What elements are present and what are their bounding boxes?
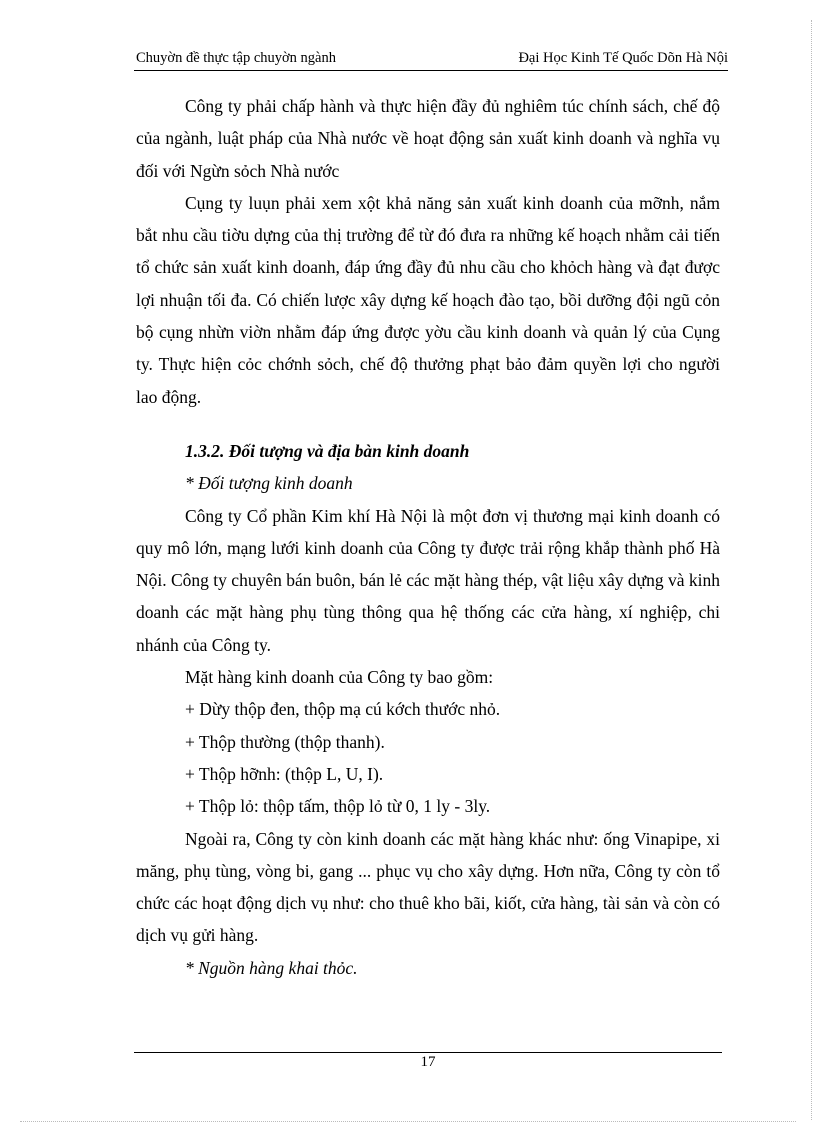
page-bottom-edge bbox=[20, 1121, 796, 1122]
list-item: + Thộp lỏ: thộp tấm, thộp lỏ từ 0, 1 ly - 3ly. bbox=[185, 796, 491, 817]
page-header bbox=[134, 40, 728, 71]
list-intro: Mặt hàng kinh doanh của Công ty bao gồm: bbox=[185, 667, 494, 688]
list-item: + Dừy thộp đen, thộp mạ cú kớch thước nhỏ. bbox=[185, 699, 501, 720]
section-heading: 1.3.2. Đối tượng và địa bàn kinh doanh bbox=[185, 440, 470, 461]
list-item: + Thộp hỡnh: (thộp L, U, I). bbox=[185, 763, 384, 784]
document-body bbox=[136, 90, 720, 984]
footer-rule bbox=[134, 1052, 722, 1053]
paragraph-obligations: Công ty phải chấp hành và thực hiện đầy đủ nghiêm túc chính sách, chế độ của ngành, luật pháp của Nhà nước về hoạt động sản xuất kinh doanh và nghĩa vụ đối với Ngừn sỏch Nhà nước bbox=[136, 96, 720, 181]
header-left-text: Chuyờn đề thực tập chuyờn ngành bbox=[136, 50, 336, 66]
subheading-goods-source: * Nguồn hàng khai thỏc. bbox=[185, 957, 358, 978]
page-number: 17 bbox=[420, 1054, 436, 1070]
subheading-business-object: * Đối tượng kinh doanh bbox=[185, 473, 353, 494]
header-right-text: Đại Học Kinh Tế Quốc Dõn Hà Nội bbox=[518, 50, 728, 66]
paragraph-company-strategy: Cụng ty luụn phải xem xột khả năng sản xuất kinh doanh của mỡnh, nắm bắt nhu cầu tiờu dựng của thị trường để từ đó đưa ra những kế hoạch nhằm cải tiến tổ chức sản xuất kinh doanh, đáp ứng đầy đủ nhu cầu cho khỏch hàng và đạt được lợi nhuận tối đa. Có chiến lược xây dựng kế hoạch đào tạo, bồi dưỡng đội ngũ cỏn bộ cụng nhừn viờn nhằm đáp ứng được yờu cầu kinh doanh và quản lý của Cụng ty. Thực hiện cỏc chớnh sỏch, chế độ thưởng phạt bảo đảm quyền lợi cho người lao động. bbox=[136, 192, 720, 407]
paragraph-other-goods: Ngoài ra, Công ty còn kinh doanh các mặt hàng khác như: ống Vinapipe, xi măng, phụ tùng, vòng bi, gang ... phục vụ cho xây dựng. Hơn nữa, Công ty còn tổ chức các hoạt động dịch vụ như: cho thuê kho bãi, kiốt, cửa hàng, tài sản và còn có dịch vụ gửi hàng. bbox=[136, 828, 720, 946]
page-right-edge bbox=[811, 20, 812, 1120]
paragraph-company-profile: Công ty Cổ phần Kim khí Hà Nội là một đơn vị thương mại kinh doanh có quy mô lớn, mạng lưới kinh doanh của Công ty được trải rộng khắp thành phố Hà Nội. Công ty chuyên bán buôn, bán lẻ các mặt hàng thép, vật liệu xây dựng và kinh doanh các mặt hàng phụ tùng thông qua hệ thống các cửa hàng, xí nghiệp, chi nhánh của Công ty. bbox=[136, 505, 720, 655]
section-gap bbox=[136, 413, 720, 435]
list-item: + Thộp thường (thộp thanh). bbox=[185, 731, 385, 752]
